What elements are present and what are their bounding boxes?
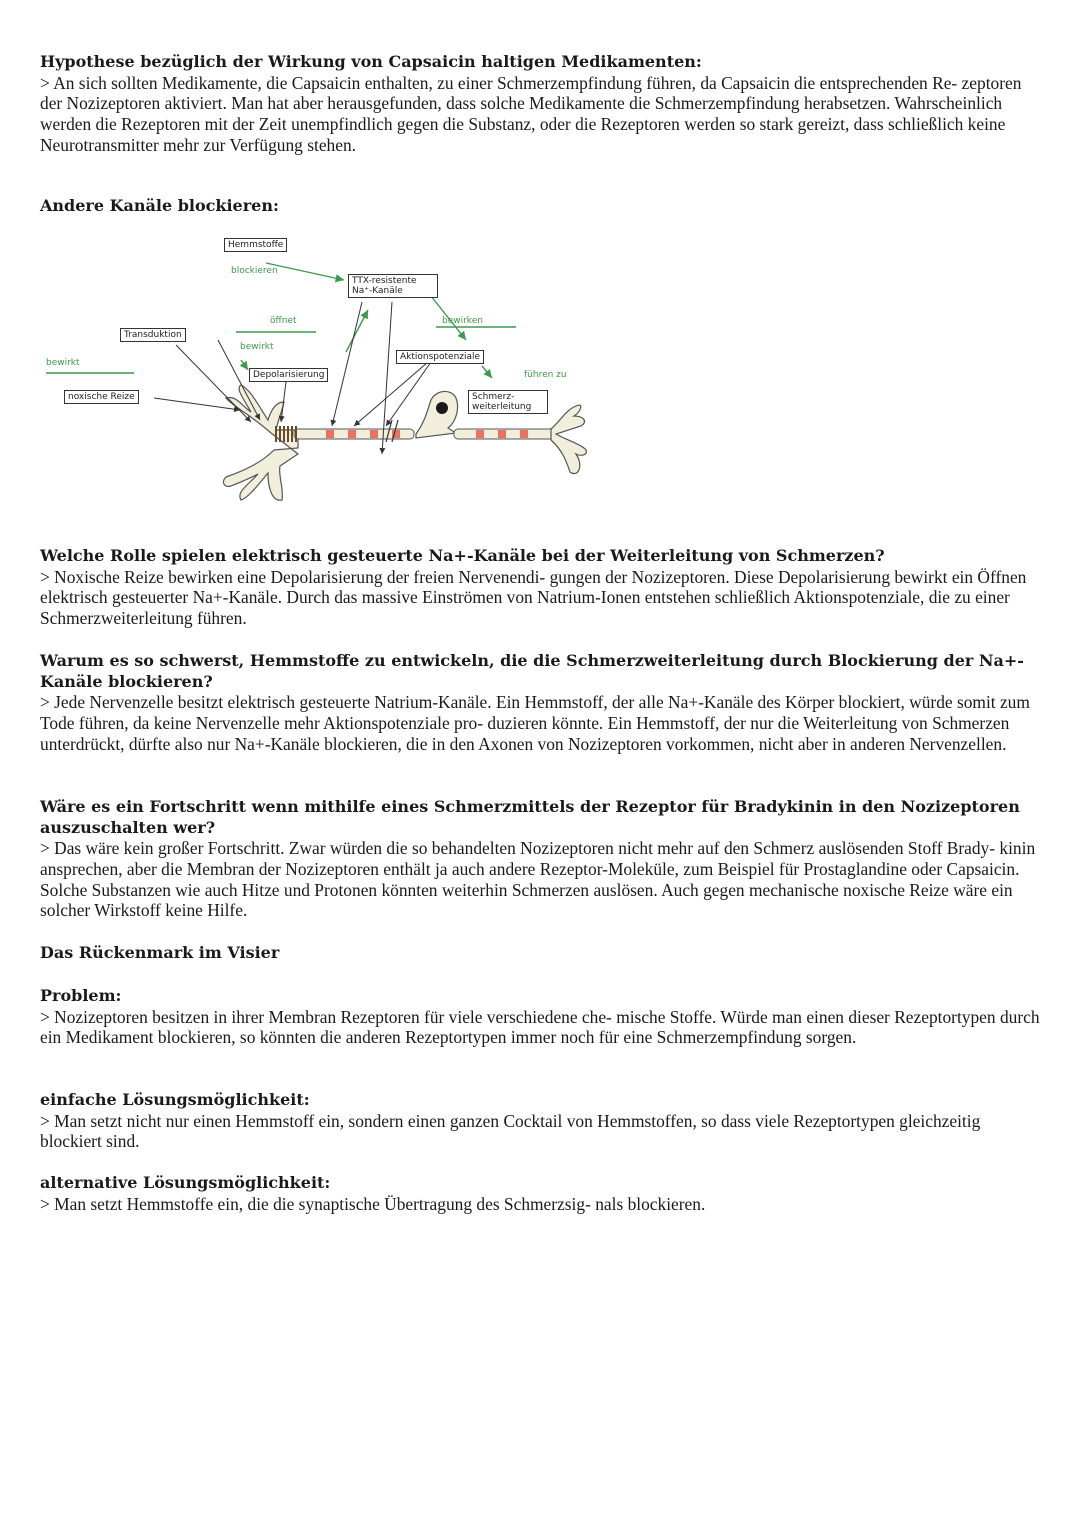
label-bewirkt-depolarisierung: bewirkt [240,342,274,352]
label-oeffnet: öffnet [270,316,297,326]
axon-segment-2 [454,429,554,439]
text-bradykinin: > Das wäre kein großer Fortschritt. Zwar würden die so behandelten Nozizeptoren nicht mehr auf den Schmerz auslösenden Stoff Brady- kinin ansprechen, aber die Membran der Nozizeptoren enthält ja auch andere Rezeptor-Moleküle, zum Beispiel für Prostaglandine oder Capsaicin. Solche Substanzen wie auch Hitze und Protonen könnten weiterhin Schmerzen auslösen. Auch gegen mechanische noxische Reize wäre ein solcher Wirkstoff keine Hilfe. [40,838,1036,921]
text-einfache-loesung: > Man setzt nicht nur einen Hemmstoff ein, sondern einen ganzen Cocktail von Hemmstoffen, so dass viele Rezeptortypen gleichzeitig blockiert sind. [40,1110,981,1152]
label-bewirkt-noxische: bewirkt [46,358,80,368]
text-problem: > Nozizeptoren besitzen in ihrer Membran Rezeptoren für viele verschiedene che- mische Stoffe. Würde man einen dieser Rezeptortypen durch ein Medikament blockieren, so könnten die anderen Rezeptortypen immer noch für eine Schmerzempfindung sorgen. [40,1006,1040,1048]
section-rueckenmark [40,943,1040,964]
heading-alternative-loesung: alternative Lösungsmöglichkeit: [40,1173,331,1192]
heading-na-kanaele: Welche Rolle spielen elektrisch gesteuerte Na+-Kanäle bei der Weiterleitung von Schmerzen? [40,546,885,565]
label-fuehren-zu: führen zu [524,370,567,380]
label-blockieren: blockieren [231,266,278,276]
axon-segment-1 [294,429,414,439]
box-aktionspotenziale: Aktionspotenziale [396,350,484,364]
label-bewirken: bewirken [442,316,483,326]
text-alternative-loesung: > Man setzt Hemmstoffe ein, die die synaptische Übertragung des Schmerzsig- nals blockieren. [40,1193,706,1214]
section-na-kanaele [40,546,1040,629]
section-bradykinin [40,797,1040,921]
box-depolarisierung: Depolarisierung [249,368,328,382]
text-hemmstoffe: > Jede Nervenzelle besitzt elektrisch gesteuerte Natrium-Kanäle. Ein Hemmstoff, der alle Na+-Kanäle des Körper blockiert, würde somit zum Tode führen, da keine Nervenzelle mehr Aktionspotenziale pro- duzieren könnte. Ein Hemmstoff, der nur die Weiterleitung von Schmerzen unterdrückt, dürfte also nur Na+-Kanäle blockieren, die in den Axonen von Nozizeptoren vorkommen, nicht aber in anderen Nervenzellen. [40,692,1030,754]
heading-kanaele: Andere Kanäle blockieren: [40,196,279,215]
section-einfache-loesung [40,1090,1040,1152]
box-transduktion: Transduktion [120,328,186,342]
box-noxische-reize: noxische Reize [64,390,139,404]
heading-hemmstoffe: Warum es so schwerst, Hemmstoffe zu entwickeln, die die Schmerzweiterleitung durch Blockierung der Na+-Kanäle blockieren? [40,651,1024,691]
section-kanaele [40,196,1040,217]
box-ttx-channels: TTX-resistente Na⁺-Kanäle [348,274,438,298]
section-capsaicin [40,52,1040,156]
box-hemmstoffe: Hemmstoffe [224,238,287,252]
heading-rueckenmark: Das Rückenmark im Visier [40,943,280,962]
heading-bradykinin: Wäre es ein Fortschritt wenn mithilfe eines Schmerzmittels der Rezeptor für Bradykinin in den Nozizeptoren auszuschalten wer? [40,797,1020,837]
heading-problem: Problem: [40,986,122,1005]
axon-terminal [551,405,586,474]
nociceptor-diagram [36,230,596,510]
free-nerve-ending [224,385,298,500]
box-schmerzweiterleitung: Schmerz-weiterleitung [468,390,548,414]
section-hemmstoffe [40,651,1040,754]
heading-capsaicin: Hypothese bezüglich der Wirkung von Capsaicin haltigen Medikamenten: [40,52,702,71]
text-capsaicin: > An sich sollten Medikamente, die Capsaicin enthalten, zu einer Schmerzempfindung führen, da Capsaicin die entsprechenden Re- zeptoren der Nozizeptoren aktiviert. Man hat aber herausgefunden, dass solche Medikamente die Schmerzempfindung herabsetzen. Wahrscheinlich werden die Rezeptoren mit der Zeit unempfindlich gegen die Substanz, oder die Rezeptoren werden so stark gereizt, dass schließlich keine Neurotransmitter mehr zur Verfügung stehen. [40,72,1022,155]
cell-body [416,391,458,438]
heading-einfache-loesung: einfache Lösungsmöglichkeit: [40,1090,310,1109]
text-na-kanaele: > Noxische Reize bewirken eine Depolarisierung der freien Nervenendi- gungen der Nozizeptoren. Diese Depolarisierung bewirkt ein Öffnen elektrisch gesteuerter Na+-Kanäle. Durch das massive Einströmen von Natrium-Ionen entstehen schließlich Aktionspotenziale, die zu einer Schmerzweiterleitung führen. [40,566,1027,629]
section-problem [40,986,1040,1048]
section-alternative-loesung [40,1173,1040,1214]
